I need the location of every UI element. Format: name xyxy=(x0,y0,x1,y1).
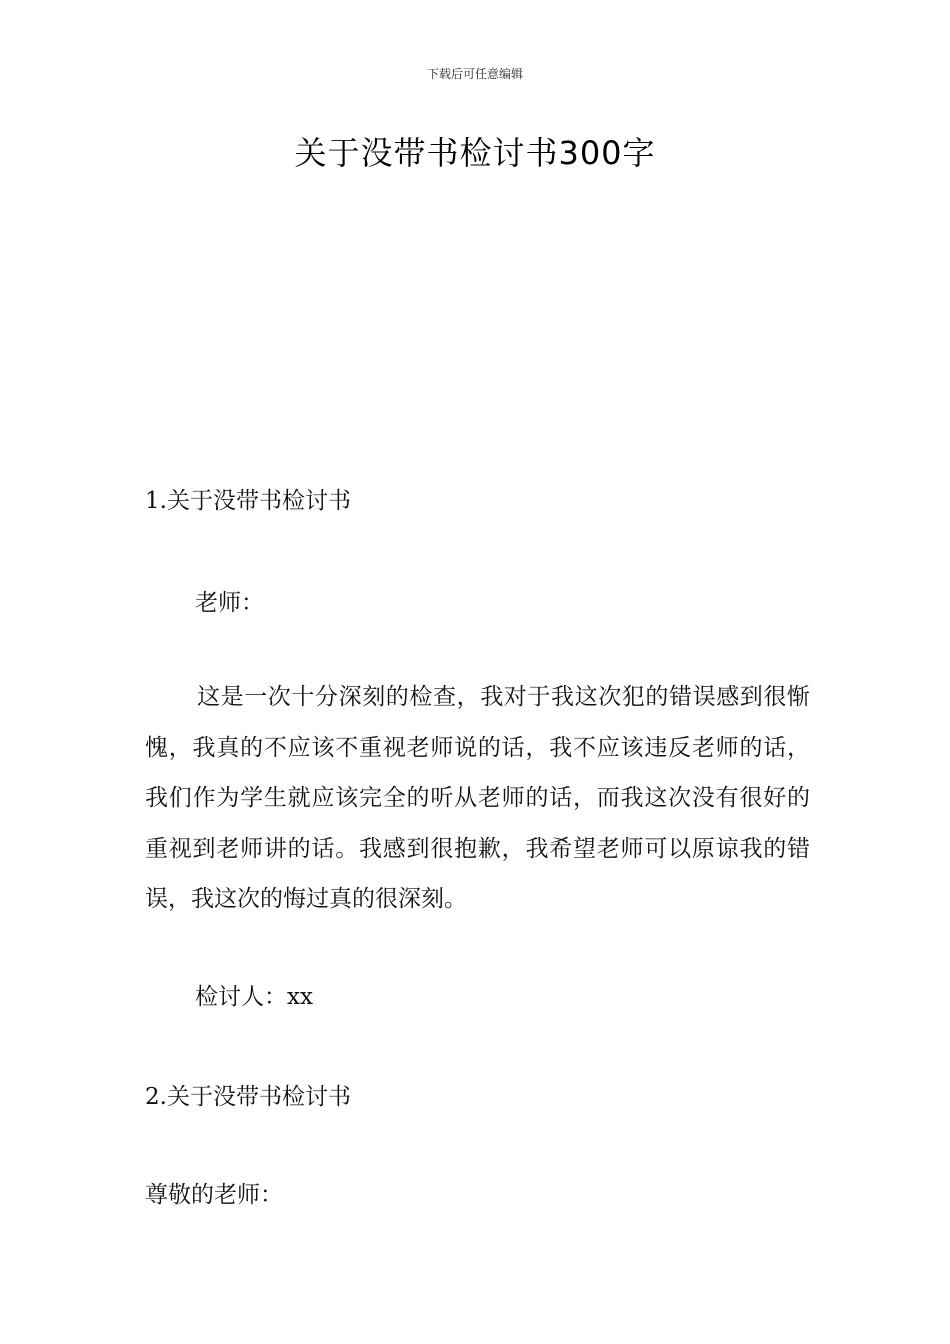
document-title: 关于没带书检讨书300字 xyxy=(294,134,656,172)
header-note: 下载后可任意编辑 xyxy=(426,67,523,81)
section-2-salutation: 尊敬的老师： xyxy=(145,1182,283,1208)
section-1-heading: 1.关于没带书检讨书 xyxy=(145,488,351,514)
section-1-paragraph: 这是一次十分深刻的检查，我对于我这次犯的错误感到很惭愧，我真的不应该不重视老师说的话，我不应该违反老师的话，我们作为学生就应该完全的听从老师的话，而我这次没有很好的重视到老师讲的话。我感到很抱歉，我希望老师可以原谅我的错误，我这次的悔过真的很深刻。 xyxy=(145,684,810,912)
section-1-salutation: 老师： xyxy=(195,590,264,616)
section-1-signer: 检讨人：xx xyxy=(195,984,313,1010)
section-2-heading: 2.关于没带书检讨书 xyxy=(145,1084,351,1110)
